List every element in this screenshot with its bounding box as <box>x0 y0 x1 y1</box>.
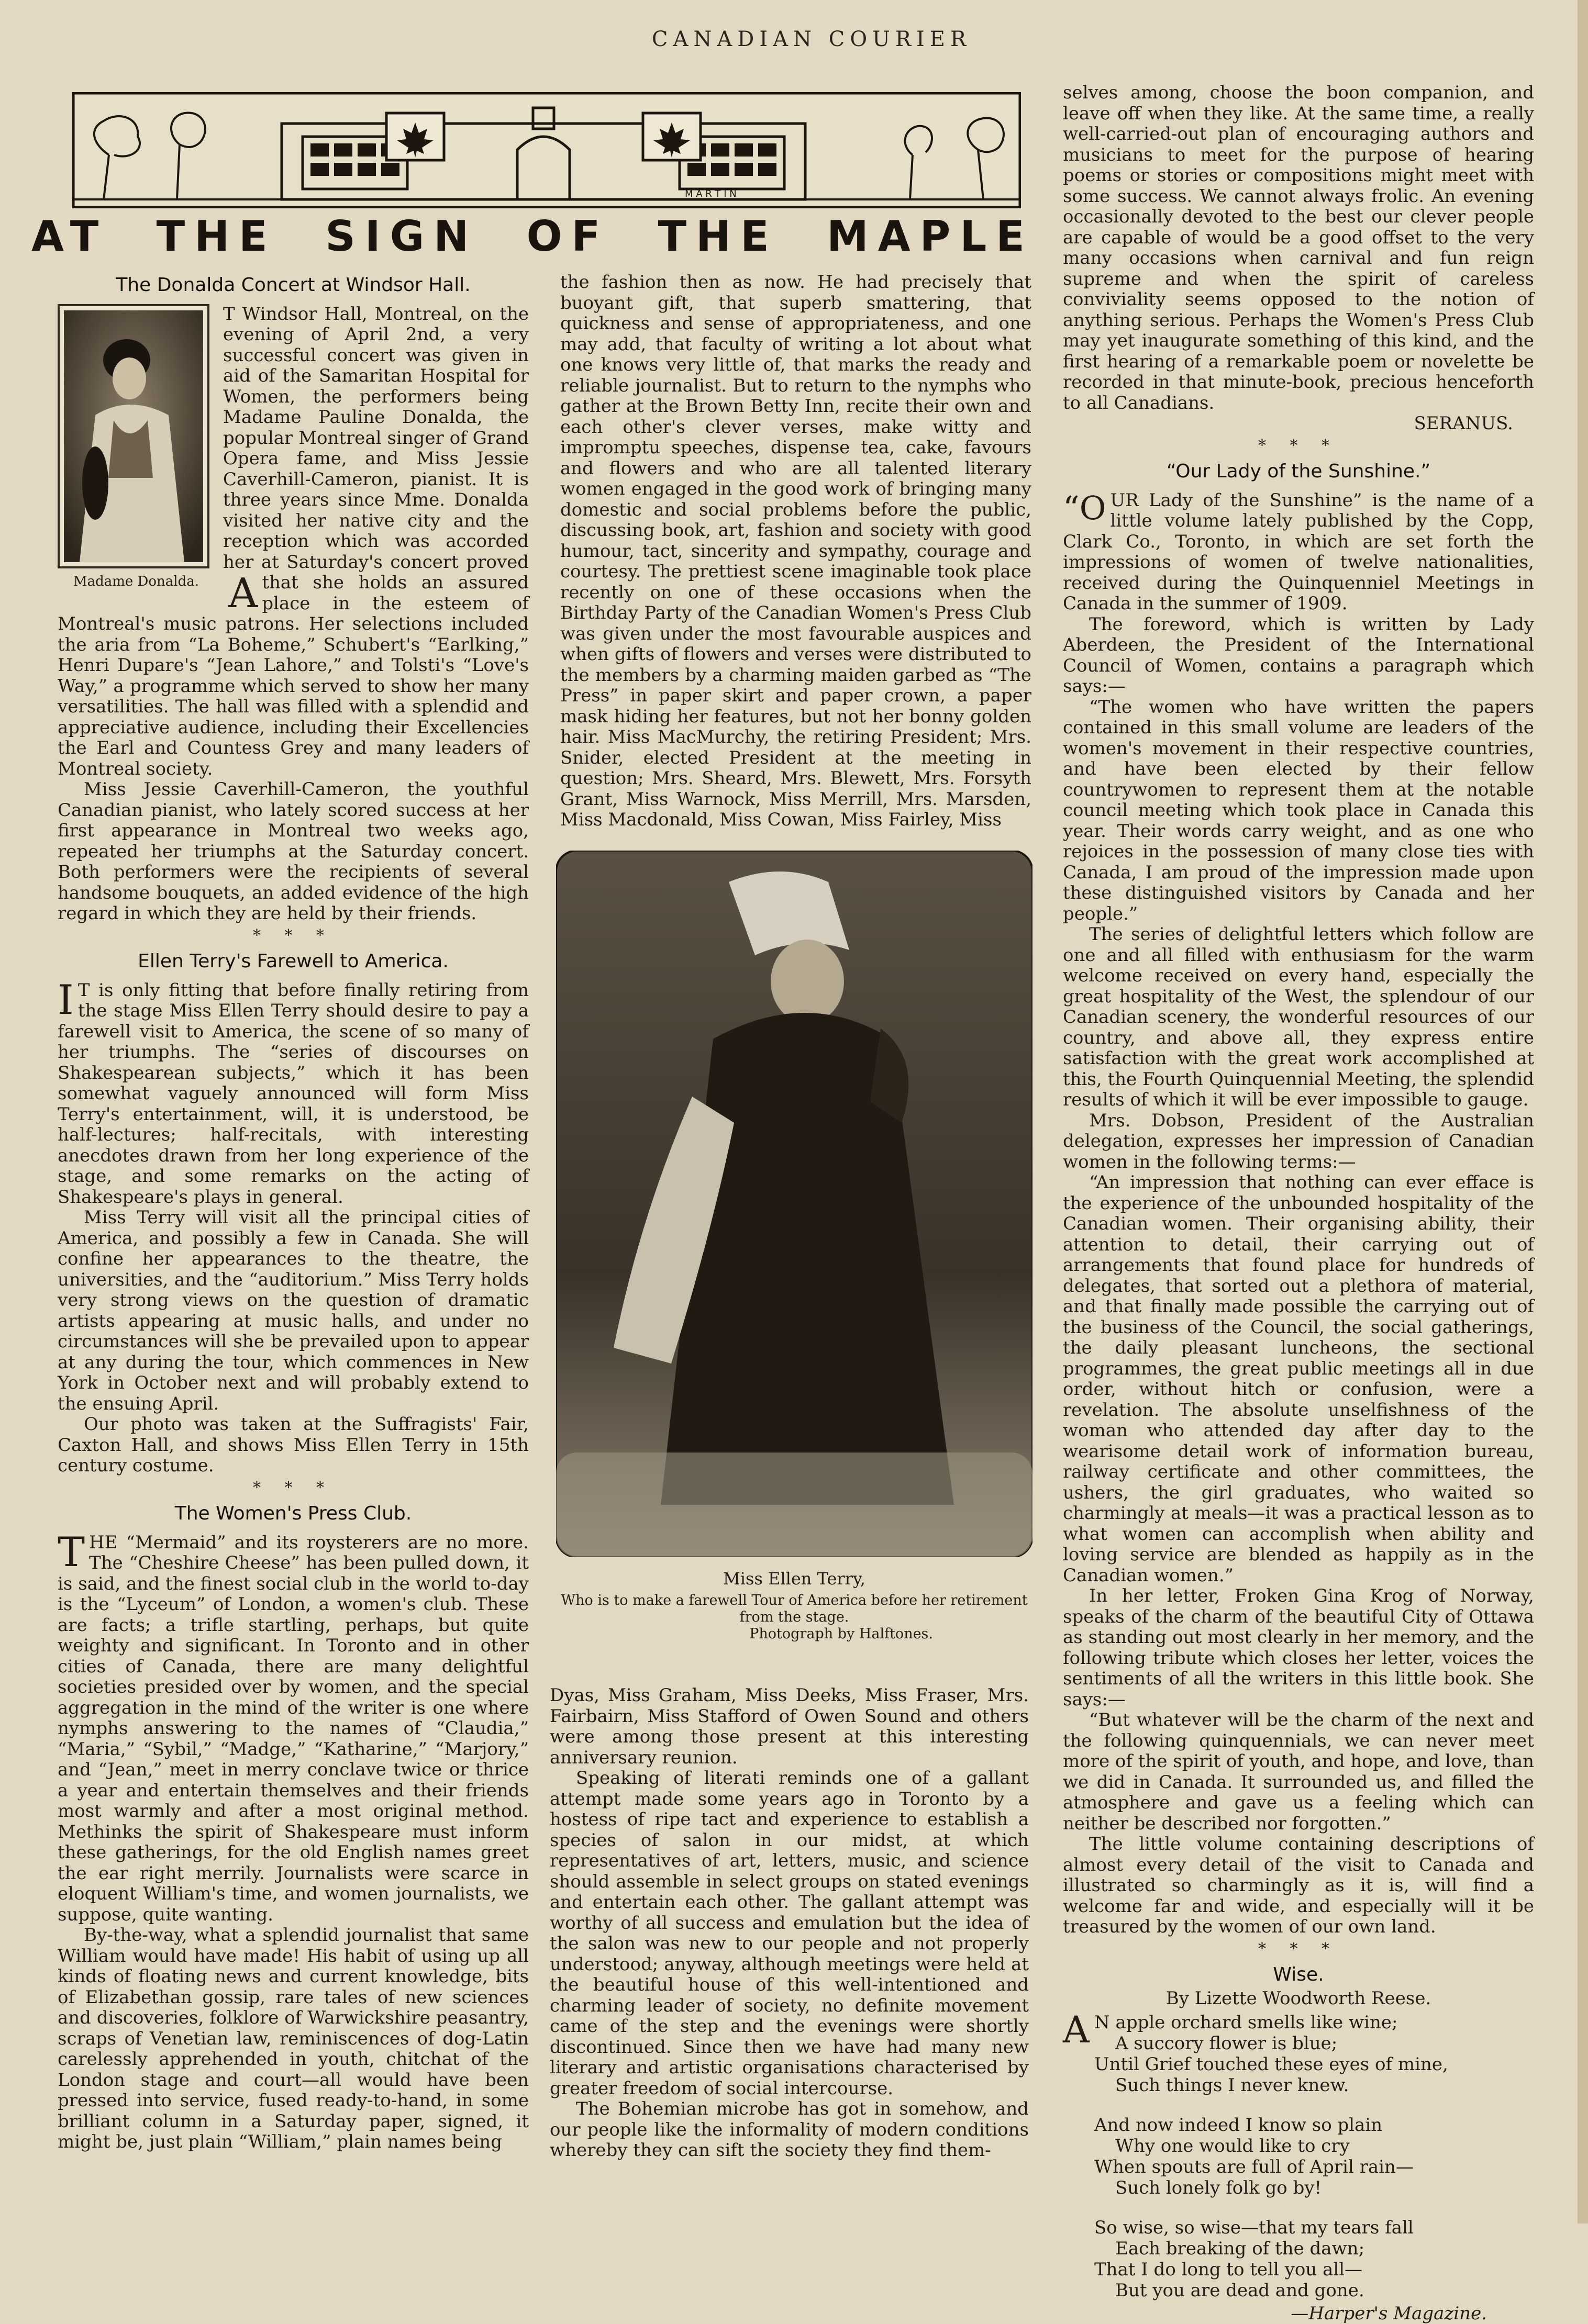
paragraph: Speaking of literati reminds one of a gallant attempt made some years ago in Toronto by a hostess of ripe tact and experience to establish a species of salon in our midst, at which representatives of art, letters, music, and science should assemble in select groups on stated evenings and entertain each other. The gallant attempt was worthy of all success and emulation but the idea of the salon was new to our people and not properly understood; anyway, although meetings were held at the beautiful house of this well-intentioned and charming leader of society, no definite movement came of the step and the evenings were shortly discontinued. Since then we have had many new literary and artistic organisations characterised by greater freedom of social intercourse. <box>550 1768 1029 2099</box>
photo-ellen-terry <box>556 851 1032 1557</box>
paragraph: In her letter, Froken Gina Krog of Norway, speaks of the charm of the beautiful City of Ottawa as standing out most clearly in her memory, and the following tribute which closes her letter, voices the sentiments of all the writers in this little book. She says:— <box>1063 1585 1534 1710</box>
poem-line: That I do long to tell you all— <box>1094 2259 1363 2280</box>
paragraph: By-the-way, what a splendid journalist that same William would have made! His habit of using up all kinds of floating news and current knowledge, bits of Elizabethan gossip, rare tales of new sciences and discoveries, folklore of Warwickshire peasantry, scraps of Venetian law, reminiscences of dog-Latin carelessly apprehended in youth, chitchat of the London stage and court—all would have been pressed into service, fused ready-to-hand, in some brilliant column in a Saturday paper, signed, it might be, just plain “William,” plain names being <box>58 1925 529 2152</box>
page-edge <box>1578 0 1588 2224</box>
paragraph: The little volume containing descriptions of almost every detail of the visit to Canada and illustrated so charmingly as it is, will find a welcome far and wide, and especially will it be treasured by the women of our own land. <box>1063 1834 1534 1937</box>
drop-cap: A <box>1063 2008 1090 2051</box>
title-word-6: MAPLE <box>827 212 1034 261</box>
photo-madame-donalda <box>58 304 209 568</box>
paragraph: the fashion then as now. He had precisely that buoyant gift, that superb smattering, that quickness and sense of appropriateness, and one may add, that faculty of writing a lot about what one knows very little of, that marks the ready and reliable journalist. But to return to the nymphs who gather at the Brown Betty Inn, recite their own and each other's clever verses, make witty and impromptu speeches, dispense tea, cake, favours and flowers and who are all talented literary women engaged in the good work of bringing many domestic and social problems before the public, discussing book, art, fashion and society with good humour, tact, sincerity and sympathy, courage and courtesy. The prettiest scene imaginable took place recently on one of these occasions when the Birthday Party of the Canadian Women's Press Club was given under the most favourable auspices and when gifts of flowers and verses were distributed to the members by a charming maiden garbed as “The Press” in paper skirt and paper crown, a paper mask hiding her features, but not her bonny golden hair. Miss MacMurchy, the retiring President; Mrs. Snider, elected President at the meeting in question; Mrs. Sheard, Mrs. Blewett, Mrs. Forsyth Grant, Miss Warnock, Miss Merrill, Mrs. Marsden, Miss Macdonald, Miss Cowan, Miss Fairley, Miss <box>560 272 1031 830</box>
paragraph: “But whatever will be the charm of the next and the following quinquennials, we can never meet more of the spirit of youth, and hope, and love, than we did in Canada. It surrounded us, and filled the atmosphere and gave us a feeling which can neither be described nor forgotten.” <box>1063 1710 1534 1834</box>
caption-name: Miss Ellen Terry, <box>723 1569 865 1589</box>
poem-line: Each breaking of the dawn; <box>1115 2238 1365 2259</box>
paragraph: Miss Jessie Caverhill-Cameron, the youthful Canadian pianist, who lately scored success at her first appearance in Montreal two weeks ago, repeated her triumphs at the Saturday concert. Both performers were the recipients of several handsome bouquets, an added evidence of the high regard in which they are held by their friends. <box>58 779 529 924</box>
headline-ellen-terry: Ellen Terry's Farewell to America. <box>138 951 449 972</box>
paragraph: Our photo was taken at the Suffragists' Fair, Caxton Hall, and shows Miss Ellen Terry in 15th century costume. <box>58 1414 529 1476</box>
paragraph: selves among, choose the boon companion, and leave off when they like. At the same time, a really well-carried-out plan of encouraging authors and musicians to meet for the purpose of hearing poems or stories or compositions might meet with some success. We cannot always frolic. An evening occasionally devoted to the best our clever people are capable of would be a good offset to the very many occasions when carnival and fun reign supreme and when the spirit of careless conviviality seems opposed to the notion of anything serious. Perhaps the Women's Press Club may yet inaugurate something of this kind, and the first hearing of a remarkable poem or novelette be recorded in that minute-book, precious henceforth to all Canadians. <box>1063 82 1534 414</box>
paragraph: “OUR Lady of the Sunshine” is the name of a little volume lately published by the Copp, Clark Co., Toronto, in which are set forth the impressions of women of twelve nationalities, received during the Quinquenniel Meetings in Canada in the summer of 1909. <box>1063 488 1534 614</box>
title-word-2: THE <box>156 212 277 261</box>
section-divider: * * * <box>252 926 334 945</box>
title-word-5: THE <box>658 212 779 261</box>
drop-cap: I <box>58 976 74 1024</box>
page-section-title <box>31 212 1034 261</box>
drop-cap: A <box>228 569 258 617</box>
title-word-3: SIGN <box>325 212 479 261</box>
title-word-1: AT <box>31 212 108 261</box>
poem-line: So wise, so wise—that my tears fall <box>1094 2217 1414 2238</box>
author-signoff: SERANUS. <box>1414 413 1513 434</box>
photo-caption-ellen-terry <box>556 1570 1032 1643</box>
poem-stanza <box>1094 2115 1534 2198</box>
column-2-top <box>560 272 1031 831</box>
poem-line: Why one would like to cry <box>1115 2136 1350 2157</box>
title-word-4: OF <box>526 212 610 261</box>
poem-line: N apple orchard smells like wine; <box>1094 2012 1398 2033</box>
poem-line: And now indeed I know so plain <box>1094 2115 1383 2136</box>
paragraph: I T is only fitting that before finally retiring from the stage Miss Ellen Terry should desire to pay a farewell visit to America, the scene of so many of her triumphs. The “series of discourses on Shakespearean subjects,” which it has been somewhat vaguely announced will form Miss Terry's entertainment, will, it is understood, be half-lectures; half-recitals, with interesting anecdotes drawn from her long experience of the stage, and some remarks on the acting of Shakespeare's plays in general. <box>58 976 529 1208</box>
headline-womens-press-club: The Women's Press Club. <box>174 1503 412 1524</box>
paragraph: The Bohemian microbe has got in somehow, and our people like the informality of modern conditions whereby they can sift the society they find them- <box>550 2098 1029 2161</box>
poem-source: —Harper's Magazine. <box>1291 2303 1487 2324</box>
paragraph: “The women who have written the papers contained in this small volume are leaders of the women's movement in their respective countries, and have been elected by their fellow countrywomen to represent them at the notable council meeting which took place in Canada this year. Their words carry weight, and as one who rejoices in the possession of many close ties with Canada, I am proud of the impression made upon these distinguished visitors by Canada and her people.” <box>1063 696 1534 924</box>
paragraph: Dyas, Miss Graham, Miss Deeks, Miss Fraser, Mrs. Fairbairn, Miss Stafford of Owen Sound and others were among those present at this interesting anniversary reunion. <box>550 1685 1029 1768</box>
paragraph: The series of delightful letters which follow are one and all filled with enthusiasm for the warm welcome received on every hand, especially the great hospitality of the West, the splendour of our Canadian scenery, the wonderful resources of our country, and above all, they express entire satisfaction with the great work accomplished at this, the Fourth Quinquennial Meeting, the splendid results of which it will be ever impossible to gauge. <box>1063 924 1534 1110</box>
section-divider: * * * <box>1258 436 1339 455</box>
poem-line: Such things I never knew. <box>1115 2075 1349 2096</box>
banner-signature: M A R T I N <box>685 188 737 199</box>
paragraph: THE “Mermaid” and its roysterers are no more. The “Cheshire Cheese” has been pulled down, it is said, and the finest social club in the world to-day is the “Lyceum” of London, a women's club. These are facts; a trifle startling, perhaps, but quite weighty and significant. In Toronto and in other cities of Canada, there are many delightful societies presided over by women, and the special aggregation in the mind of the writer is one where nymphs answering to the names of “Claudia,” “Maria,” “Sybil,” “Madge,” “Katharine,” “Marjory,” and “Jean,” meet in merry conclave twice or thrice a year and entertain themselves and their friends most warmly and after a most original method. Methinks the spirit of Shakespeare must inform these gatherings, for the old English names greet the ear right merrily. Journalists were scarce in eloquent William's time, and women journalists, we suppose, quite wanting. <box>58 1528 529 1925</box>
headline-wise-poem: Wise. <box>1273 1964 1324 1985</box>
running-head: CANADIAN COURIER <box>651 27 972 51</box>
poem-line: A succory flower is blue; <box>1115 2033 1338 2054</box>
paragraph: A T Windsor Hall, Montreal, on the evening of April 2nd, a very successful concert was given in aid of the Samaritan Hospital for Women, the performers being Madame Pauline Donalda, the popular Montreal singer of Grand Opera fame, and Miss Jessie Caverhill-Cameron, pianist. It is three years since Mme. Donalda visited her native city and the reception which was accorded her at Saturday's concert proved that she holds an assured place in the esteem of Montreal's music patrons. Her selections included the aria from “La Boheme,” Schubert's “Earlking,” Henri Dupare's “Jean Lahore,” and Tolsti's “Love's Way,” a programme which served to show her many versatilities. The hall was filled with a splendid and appreciative audience, including their Excellencies the Earl and Countess Grey and many leaders of Montreal society. <box>58 303 529 779</box>
poem-line: Such lonely folk go by! <box>1115 2177 1322 2198</box>
paragraph: “An impression that nothing can ever efface is the experience of the unbounded hospitality of the Canadian women. Their organising ability, their attention to detail, their carrying out of arrangements that found place for hundreds of delegates, that sorted out a plethora of material, and that finally made possible the carrying out of the business of the Council, the social gatherings, the daily pleasant luncheons, the sectional programmes, the great public meetings all in due order, without hitch or confusion, were a revelation. The absolute unselfishness of the woman who attended day after day to the wearisome detail work of information bureau, railway certificate and other committees, the ushers, the girl graduates, who waited so charmingly at meals—it was a practical lesson as to what women can accomplish when ability and loving service are blended as happily as in the Canadian women.” <box>1063 1172 1534 1586</box>
paragraph: Mrs. Dobson, President of the Australian delegation, expresses her impression of Canadian women in the following terms:— <box>1063 1110 1534 1172</box>
column-2-bottom <box>550 1685 1029 2161</box>
caption-text: Who is to make a farewell Tour of America before her retirement from the stage. <box>561 1592 1028 1625</box>
paragraph: The foreword, which is written by Lady Aberdeen, the President of the International Council of Women, contains a paragraph which says:— <box>1063 613 1534 697</box>
photo-credit: Photograph by Halftones. <box>749 1626 933 1642</box>
section-divider: * * * <box>1258 1939 1339 1958</box>
column-3 <box>1063 83 1534 2324</box>
headline-our-lady-of-sunshine: “Our Lady of the Sunshine.” <box>1166 461 1431 482</box>
drop-cap: T <box>58 1528 85 1576</box>
poem-wise <box>1063 2008 1534 2324</box>
section-divider: * * * <box>252 1478 334 1497</box>
poem-line: But you are dead and gone. <box>1115 2280 1364 2301</box>
headline-donalda-concert: The Donalda Concert at Windsor Hall. <box>116 274 471 296</box>
poem-stanza <box>1063 2008 1534 2096</box>
poem-byline: By Lizette Woodworth Reese. <box>1165 1987 1431 2009</box>
paragraph: Miss Terry will visit all the principal cities of America, and possibly a few in Canada. She will confine her appearances to the theatre, the universities, and the “auditorium.” Miss Terry holds very strong views on the question of dramatic artists appearing at music halls, and under no circumstances will she be prevailed upon to appear at any during the tour, which commences in New York in October next and will probably extend to the ensuing April. <box>58 1207 529 1414</box>
column-1 <box>58 270 529 2153</box>
photo-caption-donalda: Madame Donalda. <box>73 573 199 589</box>
poem-line: When spouts are full of April rain— <box>1094 2157 1414 2177</box>
poem-stanza <box>1094 2217 1534 2301</box>
poem-line: Until Grief touched these eyes of mine, <box>1094 2054 1448 2075</box>
decorative-banner <box>72 92 1021 208</box>
drop-cap: “O <box>1063 488 1106 527</box>
